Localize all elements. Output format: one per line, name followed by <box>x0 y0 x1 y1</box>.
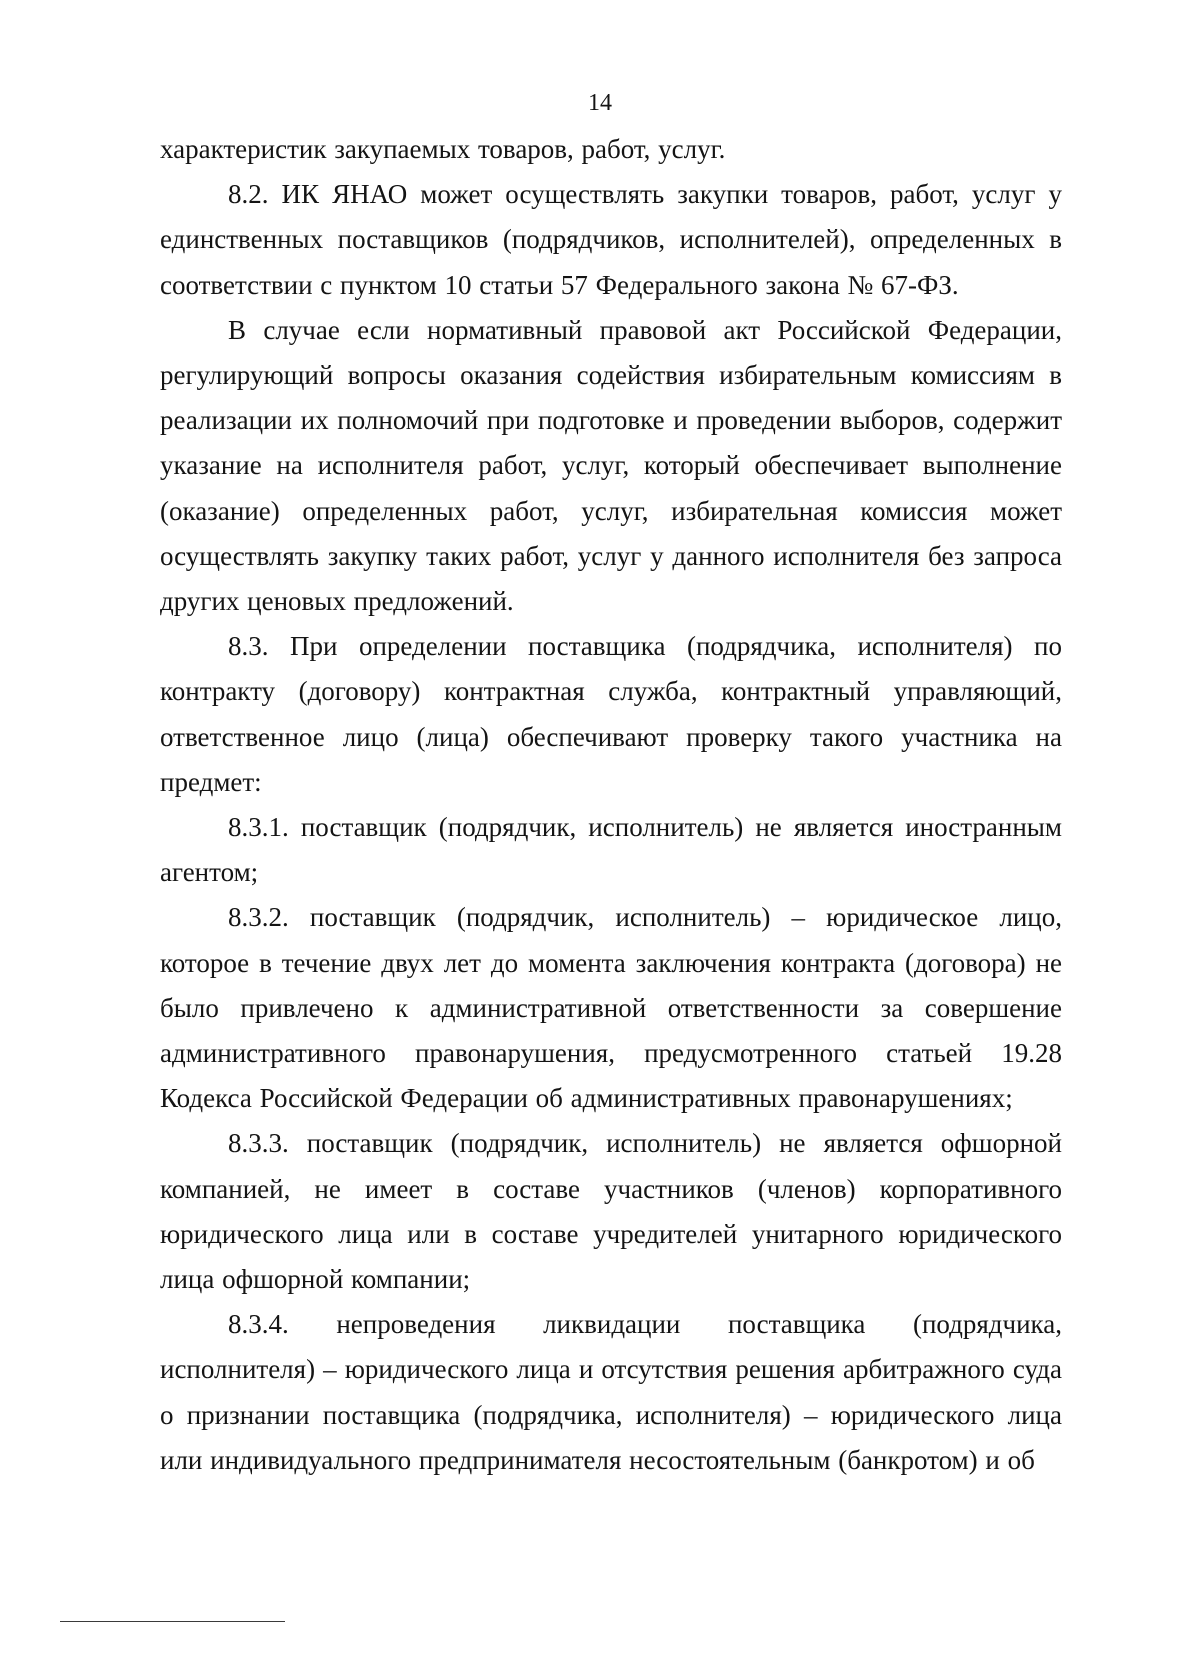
paragraph-8-3-3: 8.3.3. поставщик (подрядчик, исполнитель) не является офшорной компанией, не имеет в составе участников (членов) корпоративного юридического лица или в составе учредителей унитарного юридического лица офшорной компании; <box>160 1128 1062 1295</box>
paragraph-8-3-1: 8.3.1. поставщик (подрядчик, исполнитель) не является иностранным агентом; <box>160 812 1062 888</box>
page-number: 14 <box>588 90 612 116</box>
paragraph-8-2: 8.2. ИК ЯНАО может осуществлять закупки товаров, работ, услуг у единственных поставщиков (подрядчиков, исполнителей), определенных в соответствии с пунктом 10 статьи 57 Федерального закона № 67-ФЗ. <box>160 179 1062 300</box>
paragraph-8-3-4: 8.3.4. непроведения ликвидации поставщика (подрядчика, исполнителя) – юридического лица и отсутствия решения арбитражного суда о признании поставщика (подрядчика, исполнителя) – юридического лица или индивидуального предпринимателя несостоятельным (банкротом) и об <box>160 1309 1062 1475</box>
document-body <box>160 127 1062 1483</box>
footer-rule <box>60 1621 285 1622</box>
paragraph-8-2-exception: В случае если нормативный правовой акт Российской Федерации, регулирующий вопросы оказания содействия избирательным комиссиям в реализации их полномочий при подготовке и проведении выборов, содержит указание на исполнителя работ, услуг, который обеспечивает выполнение (оказание) определенных работ, услуг, избирательная комиссия может осуществлять закупку таких работ, услуг у данного исполнителя без запроса других ценовых предложений. <box>160 314 1062 617</box>
paragraph-continuation: характеристик закупаемых товаров, работ, услуг. <box>160 134 726 164</box>
paragraph-8-3-2: 8.3.2. поставщик (подрядчик, исполнитель) – юридическое лицо, которое в течение двух лет до момента заключения контракта (договора) не было привлечено к административной ответственности за совершение административного правонарушения, предусмотренного статьей 19.28 Кодекса Российской Федерации об административных правонарушениях; <box>160 902 1062 1114</box>
paragraph-8-3: 8.3. При определении поставщика (подрядчика, исполнителя) по контракту (договору) контрактная служба, контрактный управляющий, ответственное лицо (лица) обеспечивают проверку такого участника на предмет: <box>160 631 1062 797</box>
